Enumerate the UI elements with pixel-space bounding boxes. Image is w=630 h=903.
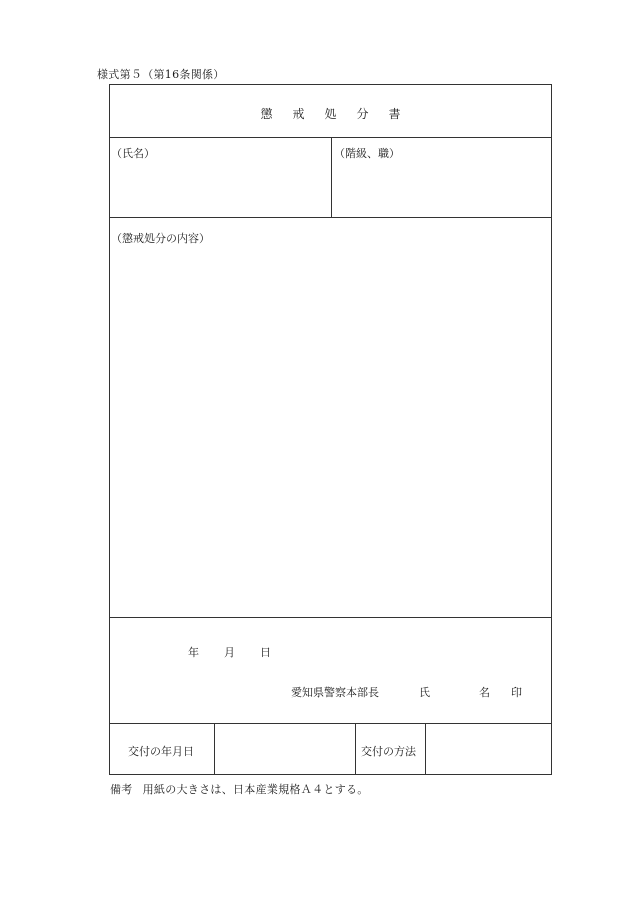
disciplinary-action-form xyxy=(109,84,552,775)
date-year-label: 年 xyxy=(188,646,199,659)
remark-text: 用紙の大きさは、日本産業規格Ａ４とする。 xyxy=(142,783,369,796)
divider-date-issuer xyxy=(110,723,551,724)
remark-head: 備考 xyxy=(110,783,133,796)
name-field-label: （氏名） xyxy=(111,147,155,160)
remark-note xyxy=(110,781,369,797)
form-title: 懲戒処分書 xyxy=(260,107,421,121)
rank-field-label: （階級、職） xyxy=(334,147,400,160)
issuer-title: 愛知県警察本部長 xyxy=(291,686,379,699)
content-field-label: （懲戒処分の内容） xyxy=(111,232,210,245)
date-day-label: 日 xyxy=(260,646,271,659)
divider-delivery-2 xyxy=(355,723,356,775)
seal-icon: 印 xyxy=(511,686,522,699)
seal-mark xyxy=(511,684,522,700)
divider-name-row xyxy=(110,217,551,218)
delivery-method-label: 交付の方法 xyxy=(361,745,416,758)
delivery-date-label: 交付の年月日 xyxy=(128,745,194,758)
divider-content xyxy=(110,617,551,618)
form-label: 様式第５（第16条関係） xyxy=(97,68,225,81)
divider-delivery-3 xyxy=(425,723,426,775)
issuer-name-suffix: 名 xyxy=(479,686,490,699)
issuer-name-prefix: 氏 xyxy=(419,686,430,699)
divider-name-rank xyxy=(331,137,332,217)
date-month-label: 月 xyxy=(224,646,235,659)
divider-delivery-1 xyxy=(214,723,215,775)
